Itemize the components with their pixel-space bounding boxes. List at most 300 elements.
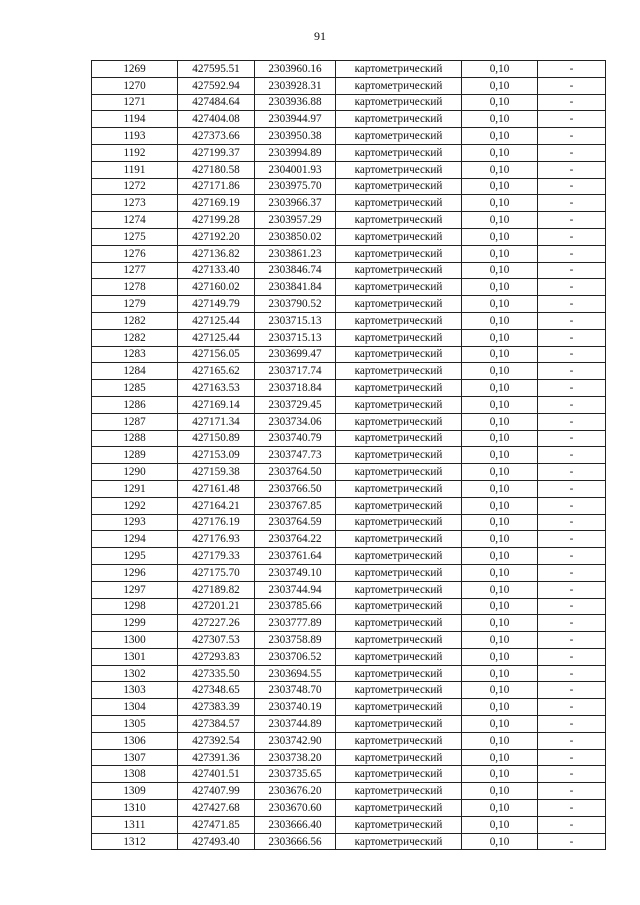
x-coordinate-cell: 427471.85 [178,816,255,833]
accuracy-cell: 0,10 [462,77,538,94]
accuracy-cell: 0,10 [462,716,538,733]
method-cell: картометрический [336,430,462,447]
table-row [92,144,606,161]
point-number-cell: 1285 [92,380,178,397]
point-number-cell: 1191 [92,161,178,178]
y-coordinate-cell: 2303670.60 [255,800,336,817]
table-row [92,615,606,632]
accuracy-cell: 0,10 [462,615,538,632]
description-cell: - [538,564,606,581]
x-coordinate-cell: 427427.68 [178,800,255,817]
x-coordinate-cell: 427373.66 [178,128,255,145]
point-number-cell: 1272 [92,178,178,195]
y-coordinate-cell: 2303729.45 [255,396,336,413]
method-cell: картометрический [336,144,462,161]
point-number-cell: 1289 [92,447,178,464]
x-coordinate-cell: 427150.89 [178,430,255,447]
description-cell: - [538,430,606,447]
table-row [92,94,606,111]
y-coordinate-cell: 2303944.97 [255,111,336,128]
table-row [92,228,606,245]
table-row [92,480,606,497]
point-number-cell: 1308 [92,766,178,783]
method-cell: картометрический [336,598,462,615]
point-number-cell: 1269 [92,61,178,78]
x-coordinate-cell: 427401.51 [178,766,255,783]
y-coordinate-cell: 2303785.66 [255,598,336,615]
table-row [92,245,606,262]
y-coordinate-cell: 2303748.70 [255,682,336,699]
point-number-cell: 1296 [92,564,178,581]
method-cell: картометрический [336,312,462,329]
table-row [92,682,606,699]
description-cell: - [538,312,606,329]
x-coordinate-cell: 427484.64 [178,94,255,111]
point-number-cell: 1274 [92,212,178,229]
y-coordinate-cell: 2303676.20 [255,783,336,800]
point-number-cell: 1193 [92,128,178,145]
method-cell: картометрический [336,833,462,850]
table-row [92,514,606,531]
table-row [92,833,606,850]
point-number-cell: 1277 [92,262,178,279]
y-coordinate-cell: 2303706.52 [255,648,336,665]
table-row [92,497,606,514]
method-cell: картометрический [336,766,462,783]
description-cell: - [538,363,606,380]
method-cell: картометрический [336,548,462,565]
y-coordinate-cell: 2303718.84 [255,380,336,397]
accuracy-cell: 0,10 [462,128,538,145]
x-coordinate-cell: 427404.08 [178,111,255,128]
accuracy-cell: 0,10 [462,816,538,833]
method-cell: картометрический [336,682,462,699]
method-cell: картометрический [336,396,462,413]
table-row [92,212,606,229]
table-row [92,413,606,430]
description-cell: - [538,665,606,682]
method-cell: картометрический [336,665,462,682]
y-coordinate-cell: 2303957.29 [255,212,336,229]
table-row [92,564,606,581]
table-row [92,111,606,128]
accuracy-cell: 0,10 [462,648,538,665]
description-cell: - [538,581,606,598]
x-coordinate-cell: 427156.05 [178,346,255,363]
x-coordinate-cell: 427169.14 [178,396,255,413]
point-number-cell: 1271 [92,94,178,111]
table-row [92,396,606,413]
point-number-cell: 1305 [92,716,178,733]
point-number-cell: 1300 [92,632,178,649]
description-cell: - [538,783,606,800]
method-cell: картометрический [336,615,462,632]
description-cell: - [538,833,606,850]
table-row [92,329,606,346]
description-cell: - [538,228,606,245]
point-number-cell: 1276 [92,245,178,262]
table-row [92,447,606,464]
method-cell: картометрический [336,699,462,716]
table-row [92,430,606,447]
accuracy-cell: 0,10 [462,548,538,565]
y-coordinate-cell: 2303744.89 [255,716,336,733]
description-cell: - [538,716,606,733]
x-coordinate-cell: 427595.51 [178,61,255,78]
point-number-cell: 1312 [92,833,178,850]
point-number-cell: 1306 [92,732,178,749]
y-coordinate-cell: 2303764.22 [255,531,336,548]
point-number-cell: 1310 [92,800,178,817]
method-cell: картометрический [336,94,462,111]
x-coordinate-cell: 427149.79 [178,296,255,313]
accuracy-cell: 0,10 [462,296,538,313]
method-cell: картометрический [336,161,462,178]
y-coordinate-cell: 2303766.50 [255,480,336,497]
method-cell: картометрический [336,413,462,430]
accuracy-cell: 0,10 [462,346,538,363]
method-cell: картометрический [336,732,462,749]
x-coordinate-cell: 427176.19 [178,514,255,531]
x-coordinate-cell: 427199.28 [178,212,255,229]
x-coordinate-cell: 427383.39 [178,699,255,716]
x-coordinate-cell: 427160.02 [178,279,255,296]
x-coordinate-cell: 427407.99 [178,783,255,800]
x-coordinate-cell: 427392.54 [178,732,255,749]
y-coordinate-cell: 2303966.37 [255,195,336,212]
y-coordinate-cell: 2303734.06 [255,413,336,430]
description-cell: - [538,732,606,749]
x-coordinate-cell: 427307.53 [178,632,255,649]
x-coordinate-cell: 427125.44 [178,312,255,329]
method-cell: картометрический [336,531,462,548]
y-coordinate-cell: 2303761.64 [255,548,336,565]
description-cell: - [538,161,606,178]
method-cell: картометрический [336,279,462,296]
point-number-cell: 1311 [92,816,178,833]
x-coordinate-cell: 427227.26 [178,615,255,632]
accuracy-cell: 0,10 [462,195,538,212]
x-coordinate-cell: 427201.21 [178,598,255,615]
accuracy-cell: 0,10 [462,800,538,817]
y-coordinate-cell: 2303767.85 [255,497,336,514]
table-row [92,77,606,94]
method-cell: картометрический [336,178,462,195]
method-cell: картометрический [336,632,462,649]
table-row [92,61,606,78]
accuracy-cell: 0,10 [462,682,538,699]
y-coordinate-cell: 2303715.13 [255,329,336,346]
table-row [92,632,606,649]
accuracy-cell: 0,10 [462,380,538,397]
method-cell: картометрический [336,480,462,497]
accuracy-cell: 0,10 [462,61,538,78]
y-coordinate-cell: 2303666.40 [255,816,336,833]
point-number-cell: 1278 [92,279,178,296]
table-row [92,732,606,749]
description-cell: - [538,766,606,783]
accuracy-cell: 0,10 [462,396,538,413]
accuracy-cell: 0,10 [462,464,538,481]
accuracy-cell: 0,10 [462,228,538,245]
table-row [92,380,606,397]
table-row [92,716,606,733]
table-row [92,279,606,296]
x-coordinate-cell: 427125.44 [178,329,255,346]
description-cell: - [538,531,606,548]
accuracy-cell: 0,10 [462,262,538,279]
method-cell: картометрический [336,61,462,78]
point-number-cell: 1297 [92,581,178,598]
x-coordinate-cell: 427199.37 [178,144,255,161]
x-coordinate-cell: 427169.19 [178,195,255,212]
description-cell: - [538,682,606,699]
description-cell: - [538,699,606,716]
description-cell: - [538,94,606,111]
description-cell: - [538,262,606,279]
method-cell: картометрический [336,296,462,313]
x-coordinate-cell: 427493.40 [178,833,255,850]
description-cell: - [538,296,606,313]
accuracy-cell: 0,10 [462,430,538,447]
description-cell: - [538,178,606,195]
x-coordinate-cell: 427192.20 [178,228,255,245]
method-cell: картометрический [336,77,462,94]
method-cell: картометрический [336,800,462,817]
method-cell: картометрический [336,749,462,766]
description-cell: - [538,77,606,94]
table-row [92,800,606,817]
description-cell: - [538,413,606,430]
description-cell: - [538,195,606,212]
table-row [92,699,606,716]
y-coordinate-cell: 2303861.23 [255,245,336,262]
description-cell: - [538,514,606,531]
table-row [92,312,606,329]
x-coordinate-cell: 427293.83 [178,648,255,665]
point-number-cell: 1302 [92,665,178,682]
accuracy-cell: 0,10 [462,312,538,329]
method-cell: картометрический [336,783,462,800]
point-number-cell: 1304 [92,699,178,716]
y-coordinate-cell: 2303740.79 [255,430,336,447]
description-cell: - [538,480,606,497]
table-row [92,749,606,766]
x-coordinate-cell: 427179.33 [178,548,255,565]
y-coordinate-cell: 2303928.31 [255,77,336,94]
point-number-cell: 1294 [92,531,178,548]
y-coordinate-cell: 2303975.70 [255,178,336,195]
method-cell: картометрический [336,195,462,212]
x-coordinate-cell: 427163.53 [178,380,255,397]
y-coordinate-cell: 2303758.89 [255,632,336,649]
point-number-cell: 1298 [92,598,178,615]
x-coordinate-cell: 427171.86 [178,178,255,195]
table-row [92,783,606,800]
x-coordinate-cell: 427164.21 [178,497,255,514]
table-row [92,581,606,598]
y-coordinate-cell: 2303694.55 [255,665,336,682]
table-row [92,816,606,833]
accuracy-cell: 0,10 [462,833,538,850]
method-cell: картометрический [336,564,462,581]
x-coordinate-cell: 427189.82 [178,581,255,598]
accuracy-cell: 0,10 [462,514,538,531]
x-coordinate-cell: 427348.65 [178,682,255,699]
x-coordinate-cell: 427159.38 [178,464,255,481]
accuracy-cell: 0,10 [462,212,538,229]
point-number-cell: 1282 [92,329,178,346]
description-cell: - [538,396,606,413]
method-cell: картометрический [336,464,462,481]
y-coordinate-cell: 2303666.56 [255,833,336,850]
method-cell: картометрический [336,128,462,145]
accuracy-cell: 0,10 [462,94,538,111]
y-coordinate-cell: 2303764.50 [255,464,336,481]
y-coordinate-cell: 2303699.47 [255,346,336,363]
y-coordinate-cell: 2303715.13 [255,312,336,329]
accuracy-cell: 0,10 [462,161,538,178]
y-coordinate-cell: 2303742.90 [255,732,336,749]
y-coordinate-cell: 2303960.16 [255,61,336,78]
table-body [92,61,606,850]
table-row [92,648,606,665]
description-cell: - [538,380,606,397]
table-row [92,464,606,481]
y-coordinate-cell: 2303846.74 [255,262,336,279]
accuracy-cell: 0,10 [462,111,538,128]
point-number-cell: 1309 [92,783,178,800]
point-number-cell: 1275 [92,228,178,245]
method-cell: картометрический [336,648,462,665]
y-coordinate-cell: 2303740.19 [255,699,336,716]
method-cell: картометрический [336,212,462,229]
table-row [92,598,606,615]
table-row [92,363,606,380]
x-coordinate-cell: 427153.09 [178,447,255,464]
description-cell: - [538,128,606,145]
table-row [92,178,606,195]
y-coordinate-cell: 2303735.65 [255,766,336,783]
point-number-cell: 1299 [92,615,178,632]
x-coordinate-cell: 427384.57 [178,716,255,733]
method-cell: картометрический [336,228,462,245]
table-row [92,531,606,548]
accuracy-cell: 0,10 [462,144,538,161]
accuracy-cell: 0,10 [462,245,538,262]
coordinates-table [91,60,606,850]
x-coordinate-cell: 427335.50 [178,665,255,682]
description-cell: - [538,464,606,481]
point-number-cell: 1307 [92,749,178,766]
description-cell: - [538,212,606,229]
x-coordinate-cell: 427136.82 [178,245,255,262]
method-cell: картометрический [336,497,462,514]
accuracy-cell: 0,10 [462,598,538,615]
point-number-cell: 1293 [92,514,178,531]
table-row [92,766,606,783]
description-cell: - [538,615,606,632]
description-cell: - [538,816,606,833]
description-cell: - [538,279,606,296]
x-coordinate-cell: 427133.40 [178,262,255,279]
description-cell: - [538,800,606,817]
point-number-cell: 1192 [92,144,178,161]
y-coordinate-cell: 2303994.89 [255,144,336,161]
accuracy-cell: 0,10 [462,279,538,296]
y-coordinate-cell: 2303749.10 [255,564,336,581]
point-number-cell: 1279 [92,296,178,313]
accuracy-cell: 0,10 [462,564,538,581]
y-coordinate-cell: 2303717.74 [255,363,336,380]
y-coordinate-cell: 2303841.84 [255,279,336,296]
description-cell: - [538,548,606,565]
y-coordinate-cell: 2303850.02 [255,228,336,245]
x-coordinate-cell: 427592.94 [178,77,255,94]
y-coordinate-cell: 2303738.20 [255,749,336,766]
accuracy-cell: 0,10 [462,766,538,783]
accuracy-cell: 0,10 [462,581,538,598]
accuracy-cell: 0,10 [462,447,538,464]
point-number-cell: 1282 [92,312,178,329]
accuracy-cell: 0,10 [462,363,538,380]
method-cell: картометрический [336,329,462,346]
method-cell: картометрический [336,346,462,363]
page-number: 91 [314,29,326,43]
method-cell: картометрический [336,363,462,380]
method-cell: картометрический [336,514,462,531]
y-coordinate-cell: 2303744.94 [255,581,336,598]
description-cell: - [538,749,606,766]
x-coordinate-cell: 427161.48 [178,480,255,497]
y-coordinate-cell: 2303764.59 [255,514,336,531]
point-number-cell: 1295 [92,548,178,565]
point-number-cell: 1286 [92,396,178,413]
accuracy-cell: 0,10 [462,783,538,800]
accuracy-cell: 0,10 [462,749,538,766]
table-row [92,128,606,145]
x-coordinate-cell: 427180.58 [178,161,255,178]
point-number-cell: 1194 [92,111,178,128]
table-row [92,346,606,363]
description-cell: - [538,144,606,161]
method-cell: картометрический [336,447,462,464]
point-number-cell: 1288 [92,430,178,447]
x-coordinate-cell: 427391.36 [178,749,255,766]
method-cell: картометрический [336,380,462,397]
y-coordinate-cell: 2303777.89 [255,615,336,632]
method-cell: картометрический [336,581,462,598]
point-number-cell: 1291 [92,480,178,497]
accuracy-cell: 0,10 [462,178,538,195]
description-cell: - [538,598,606,615]
accuracy-cell: 0,10 [462,665,538,682]
description-cell: - [538,111,606,128]
y-coordinate-cell: 2303747.73 [255,447,336,464]
accuracy-cell: 0,10 [462,732,538,749]
description-cell: - [538,497,606,514]
description-cell: - [538,447,606,464]
table-row [92,195,606,212]
accuracy-cell: 0,10 [462,329,538,346]
table-row [92,548,606,565]
accuracy-cell: 0,10 [462,699,538,716]
accuracy-cell: 0,10 [462,413,538,430]
table-row [92,161,606,178]
y-coordinate-cell: 2303790.52 [255,296,336,313]
point-number-cell: 1287 [92,413,178,430]
point-number-cell: 1290 [92,464,178,481]
